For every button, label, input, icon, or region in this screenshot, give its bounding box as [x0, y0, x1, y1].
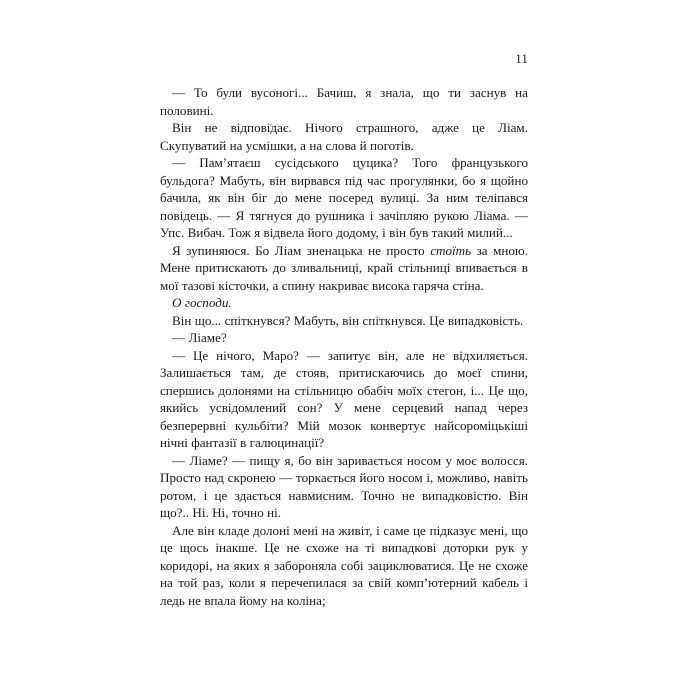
paragraph: Він що... спіткнувся? Мабуть, він спіткнувся. Це випадковість. [172, 312, 524, 328]
paragraph-text-before-italic: Я зупиняюся. Бо Ліам зненацька не просто [172, 242, 431, 258]
page-number: 11 [515, 52, 528, 66]
emphasized-word: стоїть [430, 242, 472, 258]
paragraph-text-after-italic: за мною. Мене притискають до зливальниці, край стільниці впивається в мої тазові кісточки, а спину накриває висока гаряча стіна. [160, 242, 528, 293]
paragraph: Але він кладе долоні мені на живіт, і саме це підказує мені, що це щось інакше. Це не схоже на ті випадкові доторки рук у коридорі, на яких я забороняла собі зациклюватися. Це не схоже на той раз, коли я перечепилася за свій комп’ютерний кабель і ледь не впала йому на коліна; [160, 522, 528, 608]
paragraph: — То були вусоногі... Бачиш, я знала, що ти заснув на половині. [160, 85, 528, 118]
paragraph: — Ліаме? — пищу я, бо він заривається носом у моє волосся. Просто над скронею — торкається його носом і, можливо, навіть ротом, і це здається навмисним. Точно не випадковістю. Він що?.. Ні. Ні, точно ні. [160, 452, 528, 520]
paragraph-with-inline-italic [160, 242, 528, 295]
paragraph: Він не відповідає. Нічого страшного, адже це Ліам. Скупуватий на усмішки, а на слова й поготів. [160, 120, 528, 153]
paragraph: — Ліаме? [172, 330, 227, 345]
folio-row [160, 50, 528, 68]
text-block [160, 84, 528, 609]
paragraph: — Пам’ятаєш сусідського цуцика? Того французького бульдога? Мабуть, він вирвався під час прогулянки, бо я щойно бачила, як він біг до мене посеред вулиці. За ним теліпався повідець. — Я тягнуся до рушника і зачіпляю рукою Ліама. — Упс. Вибач. Тож я відвела його додому, і він був такий милий... [160, 155, 528, 240]
italic-paragraph: О господи. [172, 295, 232, 310]
paragraph: — Це нічого, Маро? — запитує він, але не відхиляється. Залишається там, де стояв, притискаючись до моєї спини, спершись долонями на стільницю обабіч моїх стегон, і... Це що, якийсь усвідомлений сон? У мене серцевий напад через безперервні кульбіти? Мій мозок конвертує найсороміцькіші нічні фантазії в галюцинації? [160, 347, 528, 450]
